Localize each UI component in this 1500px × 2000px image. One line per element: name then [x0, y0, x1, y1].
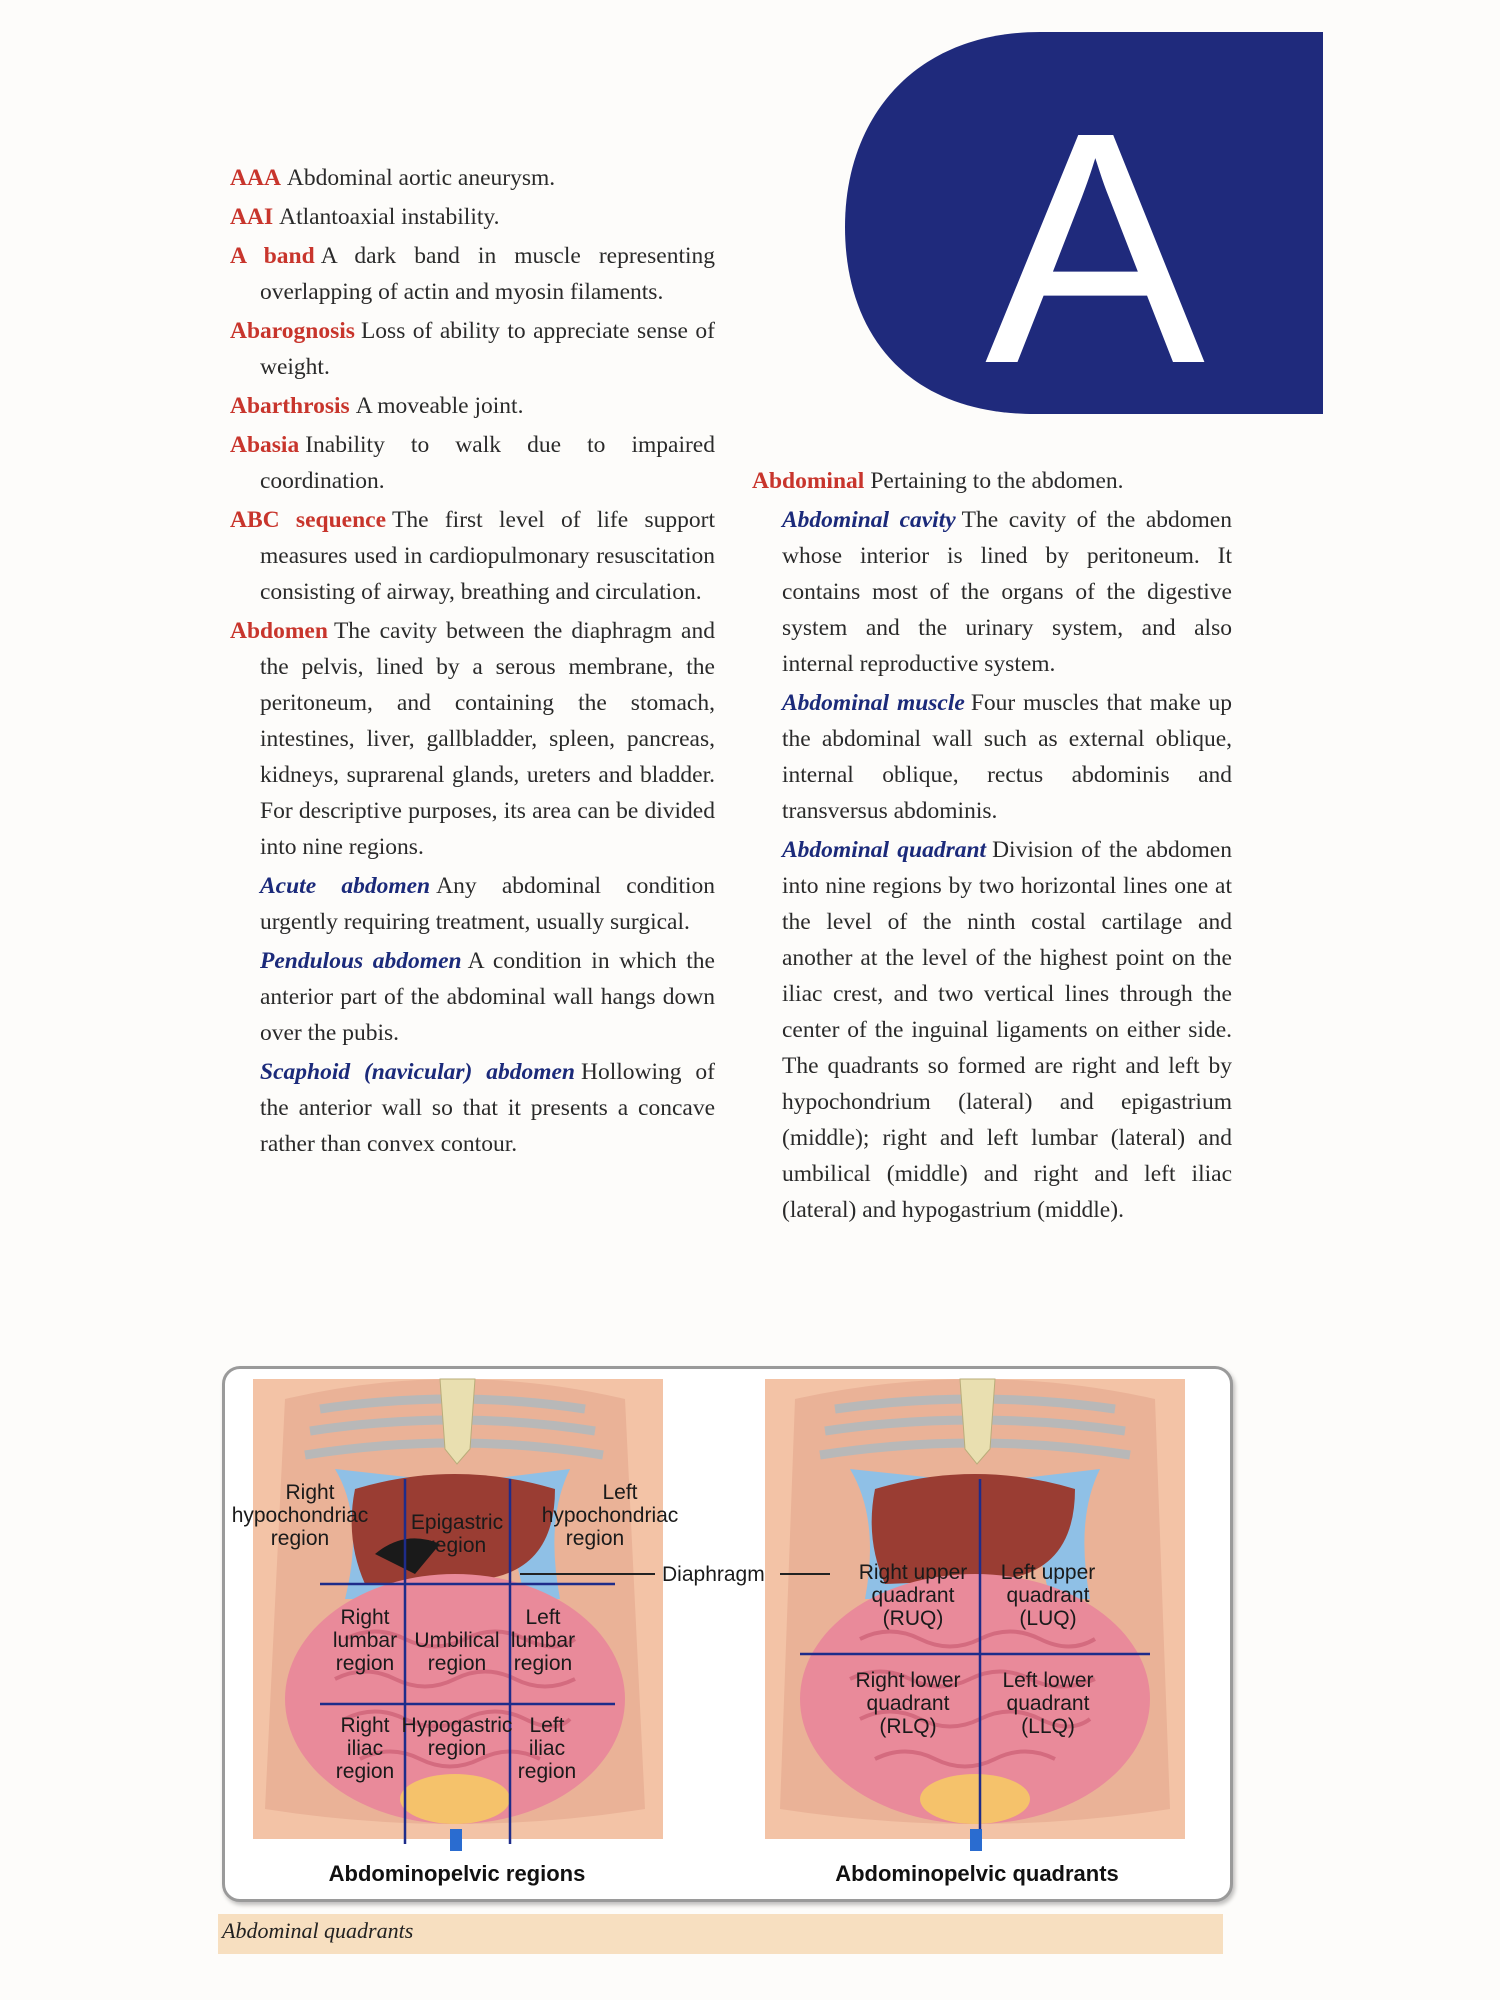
label-rlq-2: quadrant	[866, 1692, 950, 1715]
entry-definition: Loss of ability to appreciate sense of weight.	[260, 318, 715, 380]
subentry-term: Abdominal cavity	[782, 507, 956, 533]
entry-term: AAA	[230, 165, 281, 191]
label-luq-1: Left upper	[1000, 1561, 1096, 1584]
label-ruq-2: quadrant	[871, 1584, 955, 1607]
label-llq-2: quadrant	[1006, 1692, 1090, 1715]
entry-definition: Inability to walk due to impaired coordination.	[260, 432, 715, 494]
entry-term: Abarognosis	[230, 318, 355, 344]
label-epigastric-2: region	[427, 1534, 487, 1557]
label-left-iliac-3: region	[517, 1760, 577, 1783]
abdominal-figure	[222, 1366, 1233, 1902]
label-left-iliac-2: iliac	[528, 1737, 566, 1760]
subentry-acute-abdomen	[230, 868, 715, 940]
entry-abasia	[230, 427, 715, 499]
letter-tab-shape	[845, 32, 1323, 414]
label-left-hypochondriac-2: hypochondriac	[541, 1504, 679, 1527]
label-right-hypochondriac-3: region	[270, 1527, 330, 1550]
entry-term: AAI	[230, 204, 274, 230]
subentry-abdominal-muscle	[752, 685, 1232, 829]
diaphragm-label: Diaphragm	[662, 1563, 765, 1586]
subentry-definition: Four muscles that make up the abdominal wall such as external oblique, internal oblique, rectus abdominis and transversus abdominis.	[782, 690, 1232, 824]
entry-definition: A moveable joint.	[355, 393, 524, 419]
subentry-scaphoid-abdomen	[230, 1054, 715, 1162]
label-right-lumbar-3: region	[335, 1652, 395, 1675]
label-left-lumbar-3: region	[513, 1652, 573, 1675]
subentry-term: Scaphoid (navicular) abdomen	[260, 1059, 576, 1085]
entry-term: Abdominal	[752, 468, 865, 494]
regions-torso	[253, 1379, 663, 1851]
entry-definition: The cavity between the diaphragm and the pelvis, lined by a serous membrane, the peritoneum, and containing the stomach, intestines, liver, gallbladder, spleen, pancreas, kidneys, suprarenal glands, ureters and bladder. For descriptive purposes, its area can be divided into nine regions.	[260, 618, 715, 860]
section-letter: A	[984, 63, 1206, 414]
subentry-pendulous-abdomen	[230, 943, 715, 1051]
label-right-iliac-2: iliac	[346, 1737, 384, 1760]
entry-definition: Abdominal aortic aneurysm.	[286, 165, 556, 191]
label-luq-3: (LUQ)	[1019, 1607, 1077, 1630]
label-hypogastric-1: Hypogastric	[401, 1714, 513, 1737]
label-right-hypochondriac-1: Right	[285, 1481, 335, 1504]
label-llq-1: Left lower	[1002, 1669, 1094, 1692]
entry-abarognosis	[230, 313, 715, 385]
subentry-definition: Any abdominal condition urgently requiring treatment, usually surgical.	[260, 873, 716, 935]
anatomy-illustration	[225, 1369, 1230, 1899]
entry-term: Abasia	[230, 432, 300, 458]
entry-a-band	[230, 238, 715, 310]
label-umbilical-1: Umbilical	[414, 1629, 500, 1652]
label-left-hypochondriac-3: region	[565, 1527, 625, 1550]
label-right-iliac-3: region	[335, 1760, 395, 1783]
label-right-iliac-1: Right	[340, 1714, 390, 1737]
subentry-term: Pendulous abdomen	[260, 948, 462, 974]
entry-aaa	[230, 160, 715, 196]
right-column	[752, 463, 1232, 1231]
subentry-definition: A condition in which the anterior part of the abdominal wall hangs down over the pubis.	[260, 948, 715, 1046]
entry-term: A band	[230, 243, 315, 269]
label-left-lumbar-2: lumbar	[510, 1629, 576, 1652]
label-luq-2: quadrant	[1006, 1584, 1090, 1607]
figure-caption: Abdominal quadrants	[222, 1918, 414, 1943]
label-rlq-3: (RLQ)	[879, 1715, 937, 1738]
subentry-abdominal-cavity	[752, 502, 1232, 682]
label-left-iliac-1: Left	[529, 1714, 565, 1737]
label-llq-3: (LLQ)	[1021, 1715, 1075, 1738]
entry-definition: A dark band in muscle representing overlapping of actin and myosin filaments.	[260, 243, 715, 305]
entry-abc-sequence	[230, 502, 715, 610]
label-rlq-1: Right lower	[855, 1669, 961, 1692]
regions-title: Abdominopelvic regions	[328, 1861, 586, 1886]
entry-abarthrosis	[230, 388, 715, 424]
subentry-abdominal-quadrant	[752, 832, 1232, 1228]
label-right-lumbar-1: Right	[340, 1606, 390, 1629]
quadrants-torso	[765, 1379, 1185, 1851]
label-hypogastric-2: region	[427, 1737, 487, 1760]
entry-aai	[230, 199, 715, 235]
quadrants-title: Abdominopelvic quadrants	[835, 1861, 1119, 1886]
entry-definition: Atlantoaxial instability.	[279, 204, 500, 230]
subentry-definition: Hollowing of the anterior wall so that it presents a concave rather than convex contour.	[260, 1059, 716, 1157]
subentry-term: Acute abdomen	[260, 873, 431, 899]
entry-abdomen	[230, 613, 715, 865]
label-epigastric-1: Epigastric	[410, 1511, 504, 1534]
label-left-lumbar-1: Left	[525, 1606, 561, 1629]
label-ruq-3: (RUQ)	[882, 1607, 944, 1630]
entry-term: Abarthrosis	[230, 393, 350, 419]
subentry-term: Abdominal muscle	[782, 690, 965, 716]
subentry-definition: The cavity of the abdomen whose interior is lined by peritoneum. It contains most of the organs of the digestive system and the urinary system, and also internal reproductive system.	[782, 507, 1232, 677]
left-column	[230, 160, 715, 1165]
subentry-definition: Division of the abdomen into nine regions by two horizontal lines one at the level of the ninth costal cartilage and another at the level of the highest point on the iliac crest, and two vertical lines through the center of the inguinal ligaments on either side. The quadrants so formed are right and left by hypochondrium (lateral) and epigastrium (middle); right and left lumbar (lateral) and umbilical (middle) and right and left iliac (lateral) and hypogastrium (middle).	[782, 837, 1232, 1223]
label-right-hypochondriac-2: hypochondriac	[231, 1504, 369, 1527]
label-ruq-1: Right upper	[858, 1561, 968, 1584]
entry-term: Abdomen	[230, 618, 328, 644]
entry-abdominal	[752, 463, 1232, 499]
label-right-lumbar-2: lumbar	[332, 1629, 398, 1652]
label-umbilical-2: region	[427, 1652, 487, 1675]
letter-tab	[845, 32, 1323, 414]
entry-term: ABC sequence	[230, 507, 386, 533]
label-left-hypochondriac-1: Left	[602, 1481, 638, 1504]
subentry-term: Abdominal quadrant	[782, 837, 987, 863]
entry-definition: Pertaining to the abdomen.	[870, 468, 1124, 494]
entry-definition: The first level of life support measures used in cardiopulmonary resuscitation consisting of airway, breathing and circulation.	[260, 507, 715, 605]
